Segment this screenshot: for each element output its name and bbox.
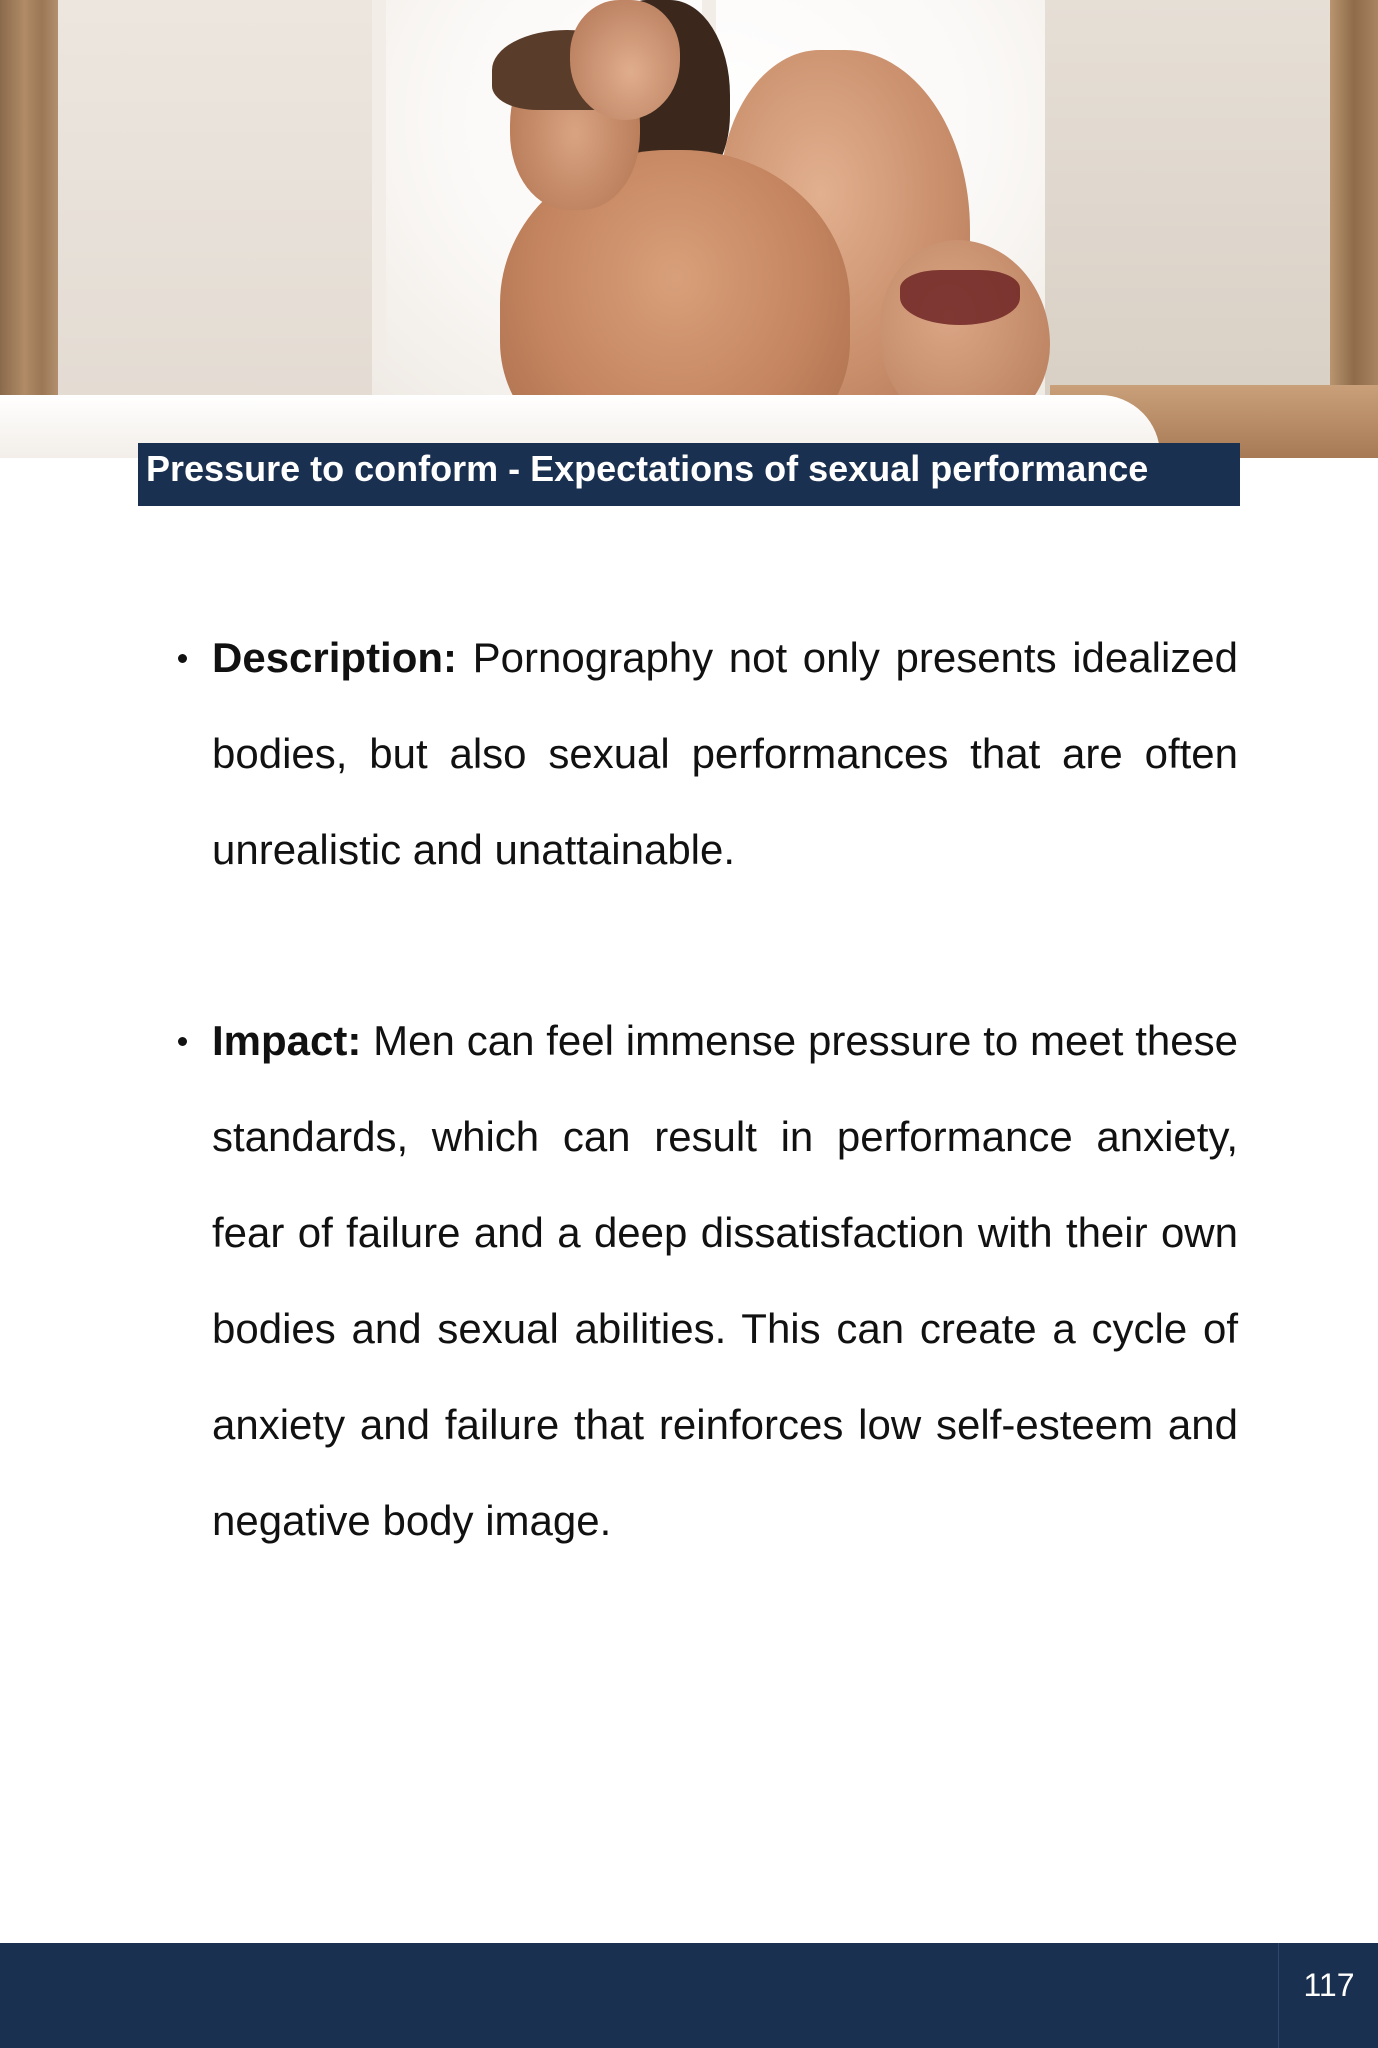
page-number: 117: [1303, 1967, 1355, 2003]
list-item-impact: [172, 993, 1238, 1569]
bullet-icon: [178, 1037, 187, 1046]
woman-head: [570, 0, 680, 120]
item-text: Men can feel immense pressure to meet these standards, which can result in performance anxiety, fear of failure and a deep dissatisfaction with their own bodies and sexual abilities. This can create a cycle of anxiety and failure that reinforces low self-esteem and negative body image.: [212, 1017, 1238, 1544]
bullet-list: [172, 610, 1238, 1569]
title-band: [138, 443, 1240, 506]
window-frame: [372, 0, 386, 360]
wall-right: [1045, 0, 1335, 430]
bullet-icon: [178, 654, 187, 663]
item-label: Description:: [212, 634, 458, 681]
list-item-description: [172, 610, 1238, 898]
wall-left: [58, 0, 388, 430]
footer-bar: [0, 1943, 1378, 2048]
page-title: Pressure to conform - Expectations of sexual performance: [146, 448, 1149, 489]
lingerie: [900, 270, 1020, 325]
footer-divider: [1278, 1943, 1279, 2048]
item-text: Pornography not only presents idealized bodies, but also sexual performances that are often unrealistic and unattainable.: [212, 634, 1238, 873]
item-label: Impact:: [212, 1017, 362, 1064]
hero-photo: [0, 0, 1378, 458]
